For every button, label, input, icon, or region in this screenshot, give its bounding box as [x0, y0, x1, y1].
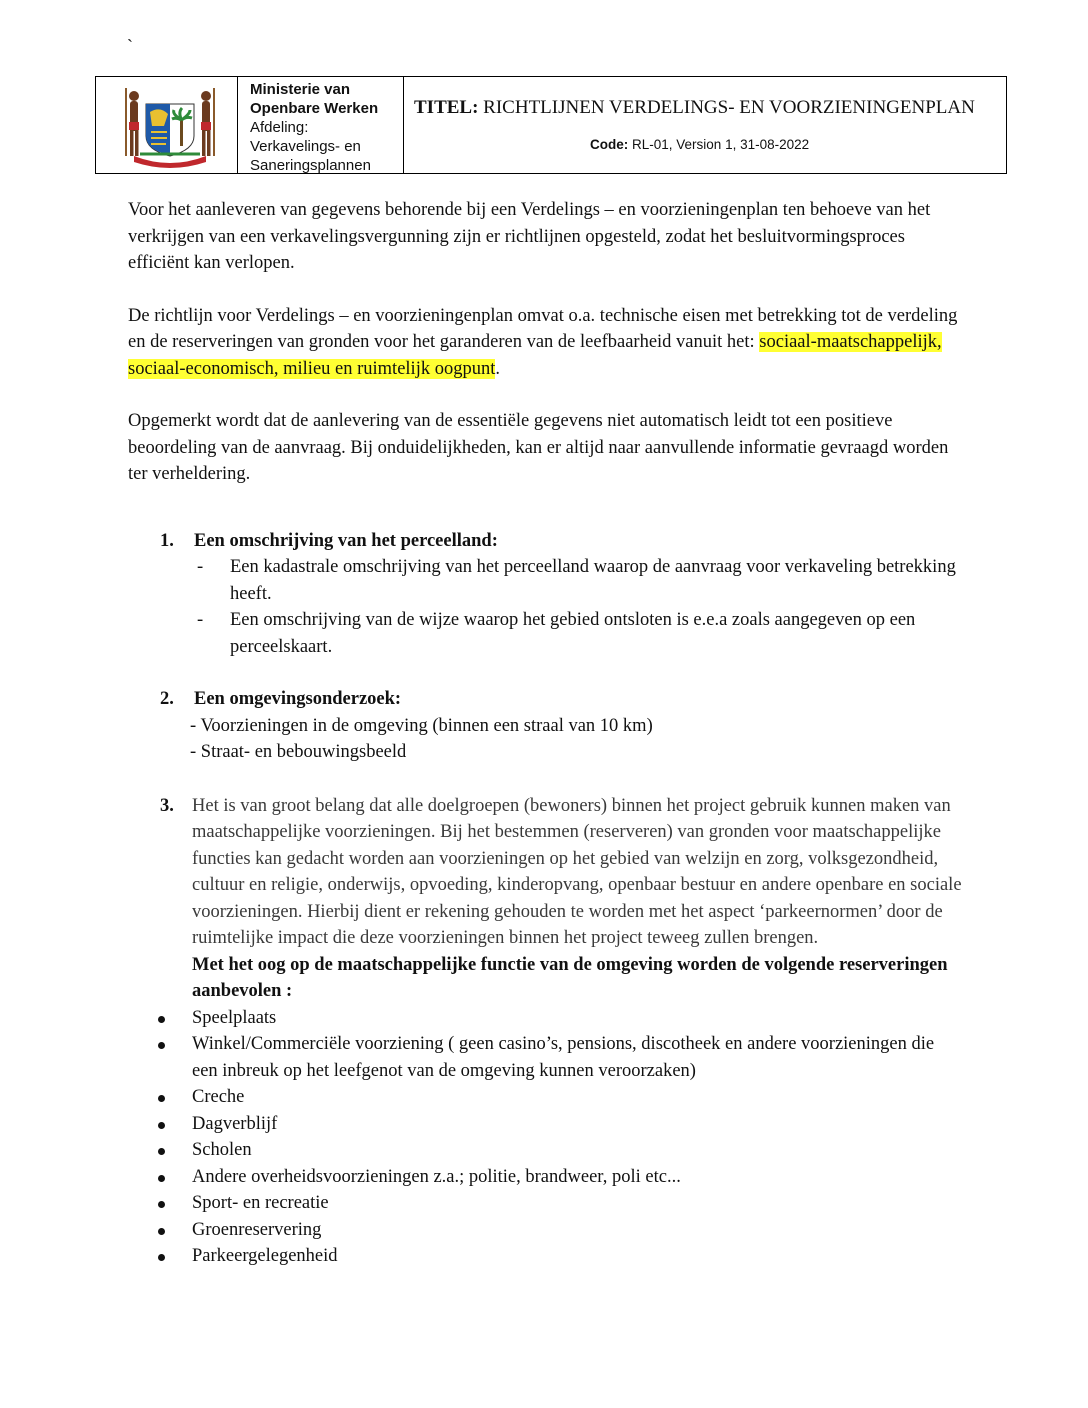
bullet-dot [158, 1042, 165, 1049]
section-heading-text: Een omschrijving van het perceelland: [194, 530, 498, 551]
document-header [95, 76, 1007, 174]
section-1-heading [160, 528, 963, 555]
list-item [128, 1190, 963, 1217]
intro-paragraph-2 [128, 303, 963, 383]
code-text: RL-01, Version 1, 31-08-2022 [632, 137, 810, 152]
list-item [128, 1217, 963, 1244]
list-item-text: Dagverblijf [192, 1113, 278, 1134]
title-label: TITEL: [414, 97, 479, 118]
list-item-text: Sport- en recreatie [192, 1193, 329, 1213]
org-line: Verkavelings- en [250, 138, 361, 155]
list-item [128, 1243, 963, 1270]
intro-paragraph-2-text: De richtlijn voor Verdelings – en voorzieningenplan omvat o.a. technische eisen met betrekking tot de verdeling en de reserveringen van gronden voor het garanderen van de leefbaarheid vanuit het: [128, 305, 958, 352]
list-item [128, 1031, 963, 1084]
list-item [128, 1084, 963, 1111]
item-text: Een kadastrale omschrijving van het perceelland waarop de aanvraag voor verkaveling betrekking heeft. [230, 557, 956, 604]
list-item-text: Scholen [192, 1140, 252, 1160]
document-title [414, 97, 975, 119]
section-2-item: - Voorzieningen in de omgeving (binnen een straal van 10 km) [190, 715, 653, 736]
document-code [590, 137, 809, 152]
section-1-item [194, 607, 963, 660]
section-number: 2. [160, 689, 174, 709]
dash-marker: - [197, 610, 204, 630]
list-item-text: Andere overheidsvoorzieningen z.a.; politie, brandweer, poli etc... [192, 1166, 681, 1187]
item-text: Een omschrijving van de wijze waarop het gebied ontsloten is e.e.a zoals aangegeven op een perceelskaart. [230, 610, 916, 657]
bullet-dot [158, 1148, 165, 1155]
section-3-lead: Met het oog op de maatschappelijke functie van de omgeving worden de volgende reserveringen aanbevolen : [192, 954, 948, 1001]
section-3 [160, 793, 963, 1005]
section-number: 3. [160, 795, 174, 816]
section-number: 1. [160, 530, 174, 551]
list-item-text: Speelplaats [192, 1007, 277, 1028]
title-block [404, 77, 1006, 173]
title-text: RICHTLIJNEN VERDELINGS- EN VOORZIENINGENPLAN [483, 97, 975, 118]
list-item-text: Groenreservering [192, 1219, 322, 1240]
list-item-text: Parkeergelegenheid [192, 1246, 338, 1266]
section-2-item: - Straat- en bebouwingsbeeld [190, 742, 407, 762]
section-2-heading [160, 686, 963, 713]
list-item-text: Creche [192, 1087, 245, 1107]
bullet-dot [158, 1175, 165, 1182]
list-item [128, 1005, 963, 1032]
coat-of-arms-logo [120, 84, 220, 168]
list-item [128, 1111, 963, 1138]
org-line: Ministerie van [250, 81, 351, 98]
org-line: Afdeling: [250, 119, 309, 136]
highlighted-text: sociaal-maatschappelijk, sociaal-economisch, milieu en ruimtelijk oogpunt [128, 332, 942, 379]
section-2 [160, 686, 963, 766]
intro-paragraph-1: Voor het aanleveren van gegevens behorende bij een Verdelings – en voorzieningenplan ten behoeve van het verkrijgen van een verkavelingsvergunning zijn er richtlijnen opgesteld, zodat het besluitvormingsproces efficiënt kan verlopen. [128, 200, 931, 273]
coat-of-arms-cell [96, 77, 238, 173]
list-item [128, 1164, 963, 1191]
organization-block [238, 77, 404, 173]
bullet-dot [158, 1201, 165, 1208]
bullet-dot [158, 1122, 165, 1129]
bullet-dot [158, 1228, 165, 1235]
org-line: Openbare Werken [250, 100, 379, 117]
section-3-text: Het is van groot belang dat alle doelgroepen (bewoners) binnen het project gebruik kunnen maken van maatschappelijke voorzieningen. Bij het bestemmen (reserveren) van gronden voor maatschappelijke functies kan gedacht worden aan voorzieningen op het gebied van welzijn en zorg, volksgezondheid, cultuur en religie, onderwijs, opvoeding, kinderopvang, openbaar bestuur en andere openbare en sociale voorzieningen. Hierbij dient er rekening gehouden te worden met het aspect ‘parkeernormen’ door de ruimtelijke impact die deze voorzieningen binnen het project teweeg zullen brengen. [192, 795, 962, 948]
intro-paragraph-3: Opgemerkt wordt dat de aanlevering van de essentiële gegevens niet automatisch leidt tot een positieve beoordeling van de aanvraag. Bij onduidelijkheden, kan er altijd naar aanvullende informatie gevraagd worden ter verheldering. [128, 411, 949, 484]
dash-marker: - [197, 557, 204, 577]
bullet-dot [158, 1016, 165, 1023]
section-1-item [194, 554, 963, 607]
section-heading-text: Een omgevingsonderzoek: [194, 689, 402, 709]
reservation-list [128, 1005, 963, 1270]
bullet-dot [158, 1095, 165, 1102]
intro-paragraph-2-end: . [495, 358, 500, 379]
bullet-dot [158, 1254, 165, 1261]
document-body [128, 197, 963, 1270]
code-label: Code: [590, 137, 629, 152]
list-item-text: Winkel/Commerciële voorziening ( geen casino’s, pensions, discotheek en andere voorzieningen die een inbreuk op het leefgenot van de omgeving kunnen veroorzaken) [192, 1034, 935, 1081]
org-line: Saneringsplannen [250, 157, 371, 174]
list-item [128, 1137, 963, 1164]
stray-backtick: ` [127, 36, 133, 56]
section-1 [160, 528, 963, 661]
